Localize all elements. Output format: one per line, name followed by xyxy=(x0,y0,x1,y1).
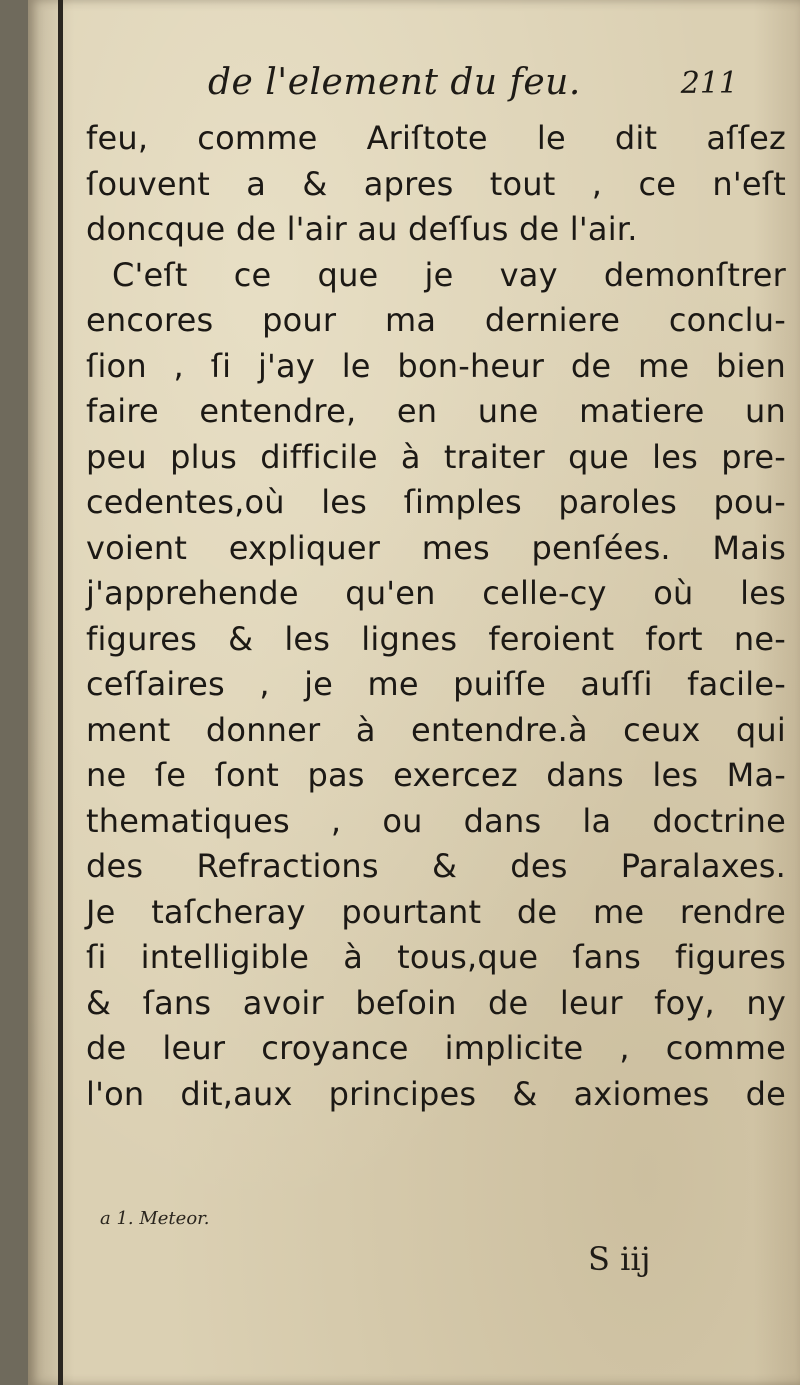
text-line: doncque de l'air au deſſus de l'air. xyxy=(86,210,638,248)
text-line: & ſans avoir beſoin de leur foy, ny xyxy=(86,983,786,1022)
text-line: thematiques , ou dans la doctrine xyxy=(86,801,786,840)
text-line: encores pour ma derniere conclu- xyxy=(86,301,786,339)
text-line: Je taſcheray pourtant de me rendre xyxy=(86,892,786,931)
signature-mark: S iij xyxy=(588,1240,651,1278)
text-line: des Refractions & des Paralaxes. xyxy=(86,847,786,885)
text-line: ceſſaires , je me puiſſe auſſi facile- xyxy=(86,665,786,703)
text-line: j'apprehende qu'en celle-cy où les xyxy=(86,574,786,612)
gutter-shadow xyxy=(58,0,63,1385)
text-line: figures & les lignes feroient fort ne- xyxy=(86,619,786,658)
text-line: ment donner à entendre.à ceux qui xyxy=(86,710,786,749)
text-line: de leur croyance implicite , comme xyxy=(86,1029,786,1067)
text-line: feu, comme Ariſtote le dit aſſez xyxy=(86,119,786,157)
text-line: ne ſe ſont pas exercez dans les Ma- xyxy=(86,756,786,794)
text-line: l'on dit,aux principes & axiomes de xyxy=(86,1074,786,1113)
text-line: cedentes,où les ſimples paroles pou- xyxy=(86,483,786,521)
page-number: 211 xyxy=(680,66,738,101)
running-head-title: de l'element du feu. xyxy=(208,62,581,103)
text-line: voient expliquer mes penſées. Mais xyxy=(86,528,786,567)
text-line: ſion , ſi j'ay le bon-heur de me bien xyxy=(86,346,786,385)
footnote: a 1. Meteor. xyxy=(100,1208,210,1229)
text-line: ſouvent a & apres tout , ce n'eſt xyxy=(86,164,786,203)
text-line: ſi intelligible à tous,que ſans figures xyxy=(86,938,786,976)
text-line: faire entendre, en une matiere un xyxy=(86,392,786,430)
text-line: C'eſt ce que je vay demonſtrer xyxy=(112,255,786,294)
book-page xyxy=(28,0,800,1385)
running-head xyxy=(168,62,738,112)
body-text xyxy=(86,116,786,1117)
text-line: peu plus difficile à traiter que les pre- xyxy=(86,437,786,476)
